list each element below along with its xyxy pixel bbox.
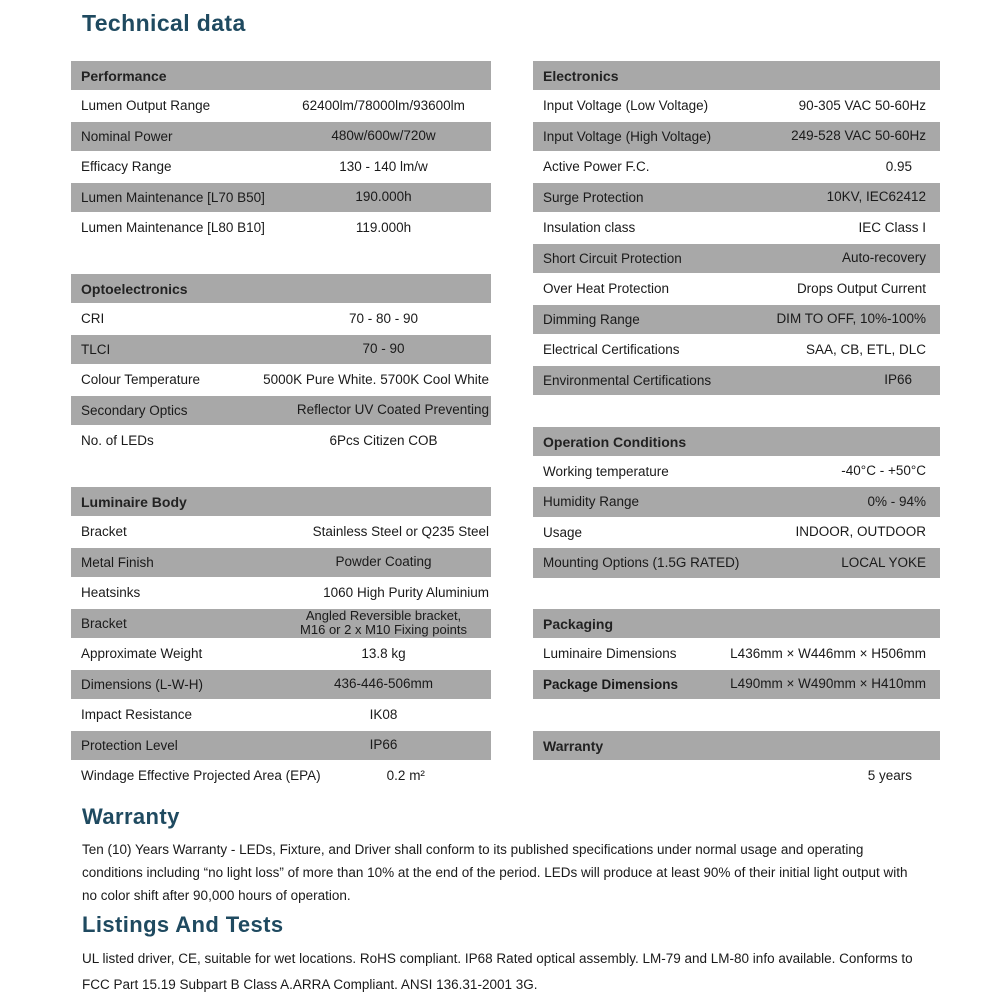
optoelectronics-section: [71, 274, 491, 457]
spec-value: 480w/600w/720w: [331, 128, 436, 144]
spec-label: Input Voltage (Low Voltage): [543, 98, 709, 114]
spec-value: 249-528 VAC 50-60Hz: [791, 128, 926, 144]
spec-value: Drops Output Current: [796, 280, 926, 296]
spec-label: Luminaire Dimensions: [543, 646, 677, 662]
spec-label: Short Circuit Protection: [543, 250, 682, 266]
spec-value: DIM TO OFF, 10%-100%: [776, 311, 926, 327]
spec-label: Heatsinks: [81, 585, 141, 601]
spec-row: [533, 183, 940, 214]
spec-row: [533, 518, 940, 549]
listings-heading: Listings And Tests: [82, 912, 284, 937]
spacer: [71, 244, 491, 275]
spec-label: Lumen Maintenance [L70 B50]: [81, 189, 265, 205]
spec-label: Nominal Power: [81, 128, 173, 144]
spec-row: [71, 548, 491, 579]
spec-value: 0.2 m²: [386, 767, 425, 783]
spec-row: [533, 122, 940, 153]
spec-row: [71, 609, 491, 640]
spec-value: 70 - 90: [362, 341, 405, 357]
spec-row: [533, 274, 940, 305]
spec-value: L490mm × W490mm × H410mm: [730, 676, 926, 692]
packaging-section: [533, 609, 940, 700]
spec-row: [71, 183, 491, 214]
spec-value: 6Pcs Citizen COB: [329, 432, 438, 448]
spec-row: [71, 670, 491, 701]
spec-row: [71, 152, 491, 183]
spec-row: [71, 761, 491, 792]
spec-value: Auto-recovery: [841, 250, 926, 266]
spec-value: INDOOR, OUTDOOR: [795, 524, 926, 540]
spec-value: 13.8 kg: [361, 645, 406, 661]
spec-value: SAA, CB, ETL, DLC: [805, 341, 926, 357]
electronics-section: [533, 61, 940, 396]
spec-row: [533, 335, 940, 366]
right-column: [533, 61, 940, 791]
spec-label: Mounting Options (1.5G RATED): [543, 555, 740, 571]
spec-row: [71, 304, 491, 335]
spec-row: [71, 91, 491, 122]
spec-row: [71, 639, 491, 670]
spec-row: [533, 639, 940, 670]
spec-label: Over Heat Protection: [543, 281, 670, 297]
spec-row: [533, 152, 940, 183]
spec-label: Active Power F.C.: [543, 159, 650, 175]
listings-text: UL listed driver, CE, suitable for wet locations. RoHS compliant. IP68 Rated optical assembly. LM-79 and LM-80 info available. Conforms to FCC Part 15.19 Subpart B Class A.ARRA Compliant. ANSI 136.31-2001 3G.: [82, 951, 913, 992]
spec-label: Efficacy Range: [81, 159, 172, 175]
spec-value: 5000K Pure White. 5700K Cool White: [263, 371, 489, 387]
warranty-value: 5 years: [867, 768, 912, 783]
spec-value: Powder Coating: [335, 554, 432, 570]
page-title: Technical data: [82, 10, 246, 36]
spec-label: Bracket: [81, 524, 127, 540]
spacer: [71, 457, 491, 488]
spec-row: [71, 122, 491, 153]
spec-label: Usage: [543, 524, 583, 540]
spec-label: Secondary Optics: [81, 402, 188, 418]
spec-row: [533, 305, 940, 336]
spec-value: 119.000h: [355, 219, 412, 235]
spec-value: 70 - 80 - 90: [348, 310, 419, 326]
spec-label: CRI: [81, 311, 105, 327]
spec-value: IP66: [884, 372, 912, 388]
spec-row: [533, 366, 940, 397]
spec-value: 62400lm/78000lm/93600lm: [302, 97, 465, 113]
spec-row: [533, 457, 940, 488]
spec-row: [71, 731, 491, 762]
spec-label: Input Voltage (High Voltage): [543, 128, 712, 144]
spec-row: [533, 244, 940, 275]
spec-label: Lumen Output Range: [81, 98, 211, 114]
left-column: [71, 61, 491, 792]
spec-value: 1060 High Purity Aluminium: [323, 584, 489, 600]
spec-label: Working temperature: [543, 463, 669, 479]
spec-label: Environmental Certifications: [543, 372, 712, 388]
section-header: Performance: [71, 61, 491, 91]
spec-value: 436-446-506mm: [333, 676, 434, 692]
spec-value: 190.000h: [355, 189, 412, 205]
spec-value: Reflector UV Coated Preventing: [296, 402, 489, 418]
spec-value: IEC Class I: [858, 219, 926, 235]
spec-value: LOCAL YOKE: [841, 554, 926, 570]
spec-row: [71, 213, 491, 244]
spec-value-line: Angled Reversible bracket,: [305, 608, 462, 624]
spec-value: 0.95: [885, 158, 912, 174]
spec-row: [71, 578, 491, 609]
spec-value: -40°C - +50°C: [841, 463, 926, 479]
section-header: Warranty: [533, 731, 940, 761]
warranty-text: Ten (10) Years Warranty - LEDs, Fixture, and Driver shall conform to its published specifications under normal usage and operating conditions including “no light loss” of more than 10% at the end of the period. LEDs will produce at least 90% of their initial light output with no color shift after 90,000 hours of operation.: [82, 842, 908, 903]
spec-label: No. of LEDs: [81, 433, 154, 449]
section-header: Optoelectronics: [71, 274, 491, 304]
spec-row: [533, 548, 940, 579]
spec-value: L436mm × W446mm × H506mm: [730, 645, 926, 661]
spec-row: [533, 487, 940, 518]
spec-label: Approximate Weight: [81, 646, 203, 662]
spec-label: Lumen Maintenance [L80 B10]: [81, 220, 265, 236]
spacer: [533, 579, 940, 610]
warranty-heading: Warranty: [82, 804, 180, 829]
section-header: Packaging: [533, 609, 940, 639]
operation-conditions-section: [533, 427, 940, 579]
spec-label: Impact Resistance: [81, 707, 193, 723]
spec-label: Package Dimensions: [543, 676, 679, 692]
spec-row: [71, 426, 491, 457]
spec-label: TLCI: [81, 341, 111, 357]
spec-label: Protection Level: [81, 737, 178, 753]
spec-label: Bracket: [81, 615, 127, 631]
spec-value: 0% - 94%: [867, 493, 926, 509]
luminaire-body-section: [71, 487, 491, 792]
spec-label: Dimensions (L-W-H): [81, 676, 204, 692]
spec-value: 10KV, IEC62412: [826, 189, 926, 205]
spec-label: Metal Finish: [81, 554, 154, 570]
spec-row: [533, 213, 940, 244]
spec-label: Colour Temperature: [81, 372, 201, 388]
spec-row: [71, 396, 491, 427]
spec-label: Windage Effective Projected Area (EPA): [81, 768, 321, 784]
spec-value: 130 - 140 lm/w: [339, 158, 428, 174]
performance-section: [71, 61, 491, 244]
spec-label: Humidity Range: [543, 494, 640, 510]
section-header: Electronics: [533, 61, 940, 91]
spec-label: Electrical Certifications: [543, 342, 680, 358]
spec-label: Surge Protection: [543, 189, 644, 205]
spec-value-line: M16 or 2 x M10 Fixing points: [300, 622, 467, 638]
spec-value: Stainless Steel or Q235 Steel: [312, 523, 489, 539]
spec-label: Dimming Range: [543, 311, 640, 327]
section-header: Operation Conditions: [533, 427, 940, 457]
section-header: Luminaire Body: [71, 487, 491, 517]
spacer: [533, 700, 940, 731]
spec-row: [71, 335, 491, 366]
spec-row: [71, 700, 491, 731]
spec-row: [71, 517, 491, 548]
spec-row: [533, 670, 940, 701]
spec-value: [276, 609, 491, 637]
spec-value: IK08: [369, 706, 398, 722]
spec-label: Insulation class: [543, 220, 636, 236]
spec-row: [71, 365, 491, 396]
warranty-table-section: [533, 731, 940, 791]
spec-value: IP66: [369, 737, 398, 753]
spacer: [533, 396, 940, 427]
spec-value: 90-305 VAC 50-60Hz: [798, 97, 926, 113]
spec-row: [533, 91, 940, 122]
